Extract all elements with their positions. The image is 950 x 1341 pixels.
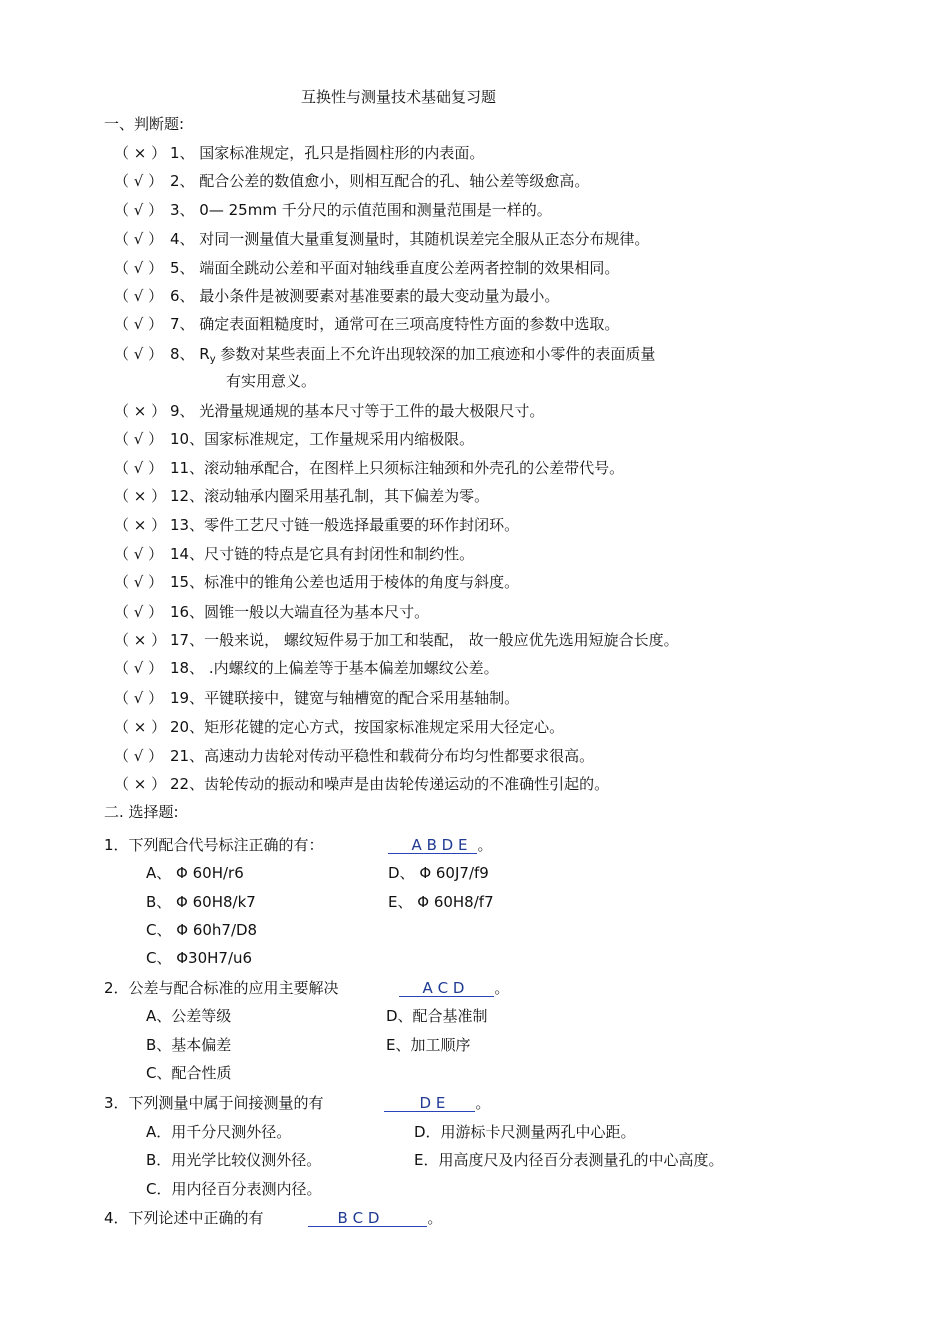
- option: A、公差等级: [146, 1007, 232, 1025]
- judgment-item: [114, 459, 624, 477]
- judgment-item: [114, 689, 519, 707]
- judgment-text: 15、标准中的锥角公差也适用于棱体的角度与斜度。: [170, 573, 520, 591]
- option: C．用内径百分表测内径。: [146, 1180, 322, 1198]
- option: B、基本偏差: [146, 1036, 232, 1054]
- judgment-text: 20、矩形花键的定心方式，按国家标准规定采用大径定心。: [170, 718, 565, 736]
- judgment-item: [114, 345, 655, 369]
- question-text: 1．下列配合代号标注正确的有：: [104, 836, 324, 854]
- judgment-text: 22、齿轮传动的振动和噪声是由齿轮传递运动的不准确性引起的。: [170, 775, 610, 793]
- judgment-item: [114, 631, 679, 649]
- judgment-mark: （ √ ）: [114, 230, 164, 248]
- answer-blank: D E: [384, 1096, 476, 1112]
- answer-blank: B C D: [308, 1211, 428, 1227]
- judgment-continuation: 有实用意义。: [226, 372, 317, 390]
- option: A．用千分尺测外径。: [146, 1123, 292, 1141]
- judgment-item: [114, 747, 594, 765]
- judgment-mark: （ × ）: [114, 631, 167, 649]
- option: E．用高度尺及内径百分表测量孔的中心高度。: [414, 1151, 724, 1169]
- judgment-mark: （ √ ）: [114, 573, 164, 591]
- option: A、 Φ 60H/r6: [146, 864, 244, 882]
- judgment-item: [114, 287, 559, 305]
- judgment-text: 18、 .内螺纹的上偏差等于基本偏差加螺纹公差。: [170, 659, 499, 677]
- judgment-text: 3、 0— 25mm 千分尺的示值范围和测量范围是一样的。: [170, 201, 552, 219]
- option: E、 Φ 60H8/f7: [388, 893, 494, 911]
- judgment-item: [114, 144, 484, 162]
- subscript: y: [209, 354, 216, 365]
- judgment-text: 12、滚动轴承内圈采用基孔制，其下偏差为零。: [170, 487, 490, 505]
- option: B、 Φ 60H8/k7: [146, 893, 256, 911]
- answer-blank: A C D: [399, 981, 495, 997]
- judgment-item: [114, 430, 474, 448]
- question-stem: [104, 836, 492, 854]
- option: D．用游标卡尺测量两孔中心距。: [414, 1123, 636, 1141]
- option: D、配合基准制: [386, 1007, 488, 1025]
- judgment-text: 7、 确定表面粗糙度时，通常可在三项高度特性方面的参数中选取。: [170, 315, 620, 333]
- judgment-mark: （ × ）: [114, 402, 167, 420]
- option: C、 Φ30H7/u6: [146, 949, 253, 967]
- judgment-mark: （ √ ）: [114, 287, 164, 305]
- option: D、 Φ 60J7/f9: [388, 864, 489, 882]
- judgment-text: 16、圆锥一般以大端直径为基本尺寸。: [170, 603, 430, 621]
- question-text: 3．下列测量中属于间接测量的有: [104, 1094, 324, 1112]
- judgment-mark: （ √ ）: [114, 747, 164, 765]
- judgment-item: [114, 603, 429, 621]
- judgment-text: 21、高速动力齿轮对传动平稳性和载荷分布均匀性都要求很高。: [170, 747, 595, 765]
- judgment-item: [114, 718, 564, 736]
- question-stem: [104, 979, 509, 997]
- judgment-mark: （ √ ）: [114, 315, 164, 333]
- judgment-mark: （ √ ）: [114, 172, 164, 190]
- page-title: 互换性与测量技术基础复习题: [301, 88, 497, 106]
- judgment-text: 14、尺寸链的特点是它具有封闭性和制约性。: [170, 545, 475, 563]
- judgment-mark: （ √ ）: [114, 603, 164, 621]
- judgment-mark: （ √ ）: [114, 689, 164, 707]
- option: E、加工顺序: [386, 1036, 471, 1054]
- question-stem: [104, 1094, 490, 1112]
- judgment-mark: （ √ ）: [114, 430, 164, 448]
- judgment-item: [114, 545, 474, 563]
- question-end: 。: [475, 1094, 491, 1112]
- section-heading-judgment: 一、判断题:: [104, 115, 185, 133]
- judgment-text: 5、 端面全跳动公差和平面对轴线垂直度公差两者控制的效果相同。: [170, 259, 620, 277]
- judgment-text: 1、 国家标准规定，孔只是指圆柱形的内表面。: [170, 144, 485, 162]
- judgment-text: 6、 最小条件是被测要素对基准要素的最大变动量为最小。: [170, 287, 560, 305]
- judgment-text: 10、国家标准规定，工作量规采用内缩极限。: [170, 430, 475, 448]
- judgment-item: [114, 230, 649, 248]
- judgment-mark: （ × ）: [114, 718, 167, 736]
- judgment-item: [114, 402, 544, 420]
- question-text: 4．下列论述中正确的有: [104, 1209, 264, 1227]
- option: C、 Φ 60h7/D8: [146, 921, 258, 939]
- judgment-item: [114, 201, 552, 219]
- judgment-mark: （ × ）: [114, 144, 167, 162]
- judgment-mark: （ × ）: [114, 516, 167, 534]
- judgment-mark: （ √ ）: [114, 459, 164, 477]
- judgment-item: [114, 487, 489, 505]
- judgment-text: 13、零件工艺尺寸链一般选择最重要的环作封闭环。: [170, 516, 520, 534]
- question-end: 。: [494, 979, 510, 997]
- question-stem: [104, 1209, 442, 1227]
- judgment-mark: （ √ ）: [114, 259, 164, 277]
- judgment-mark: （ √ ）: [114, 201, 164, 219]
- question-text: 2．公差与配合标准的应用主要解决: [104, 979, 339, 997]
- judgment-mark: （ × ）: [114, 775, 167, 793]
- question-end: 。: [477, 836, 493, 854]
- judgment-item: [114, 172, 589, 190]
- judgment-item: [114, 659, 499, 677]
- judgment-mark: （ √ ）: [114, 659, 164, 677]
- judgment-mark: （ √ ）: [114, 545, 164, 563]
- judgment-text: 4、 对同一测量值大量重复测量时，其随机误差完全服从正态分布规律。: [170, 230, 650, 248]
- judgment-text: 19、平键联接中，键宽与轴槽宽的配合采用基轴制。: [170, 689, 520, 707]
- option: B．用光学比较仪测外径。: [146, 1151, 322, 1169]
- option: C、配合性质: [146, 1064, 232, 1082]
- judgment-item: [114, 573, 519, 591]
- answer-blank: A B D E: [388, 838, 478, 854]
- section-heading-choice: 二. 选择题:: [104, 803, 179, 821]
- judgment-item: [114, 775, 609, 793]
- judgment-text: 参数对某些表面上不允许出现较深的加工痕迹和小零件的表面质量: [215, 345, 656, 363]
- judgment-mark: （ √ ）: [114, 345, 164, 363]
- judgment-text: 17、一般来说， 螺纹短件易于加工和装配， 故一般应优先选用短旋合长度。: [170, 631, 679, 649]
- question-end: 。: [427, 1209, 443, 1227]
- judgment-item: [114, 516, 519, 534]
- judgment-mark: （ × ）: [114, 487, 167, 505]
- judgment-text: 8、 R: [170, 345, 210, 363]
- judgment-text: 9、 光滑量规通规的基本尺寸等于工件的最大极限尺寸。: [170, 402, 545, 420]
- judgment-text: 11、滚动轴承配合，在图样上只须标注轴颈和外壳孔的公差带代号。: [170, 459, 625, 477]
- judgment-item: [114, 259, 619, 277]
- judgment-text: 2、 配合公差的数值愈小，则相互配合的孔、轴公差等级愈高。: [170, 172, 590, 190]
- judgment-item: [114, 315, 619, 333]
